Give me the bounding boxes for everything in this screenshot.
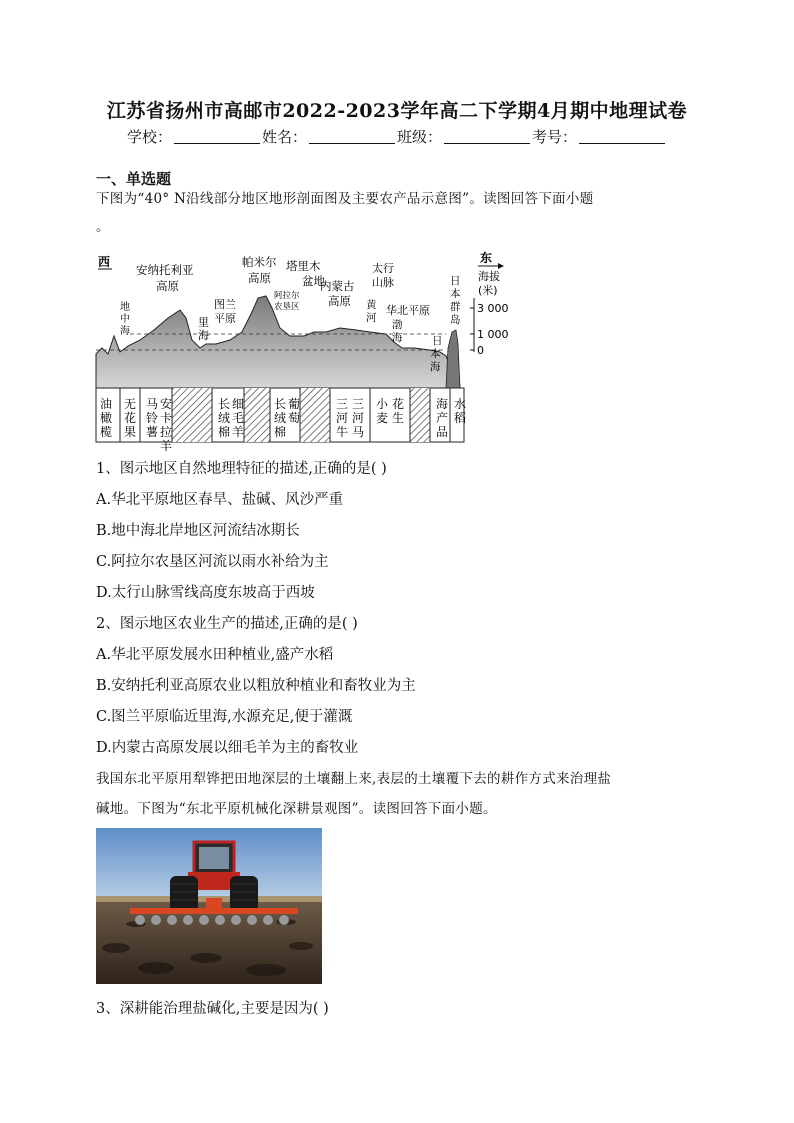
q1-option-b[interactable]: B.地中海北岸地区河流结冰期长 (96, 523, 300, 539)
intro-1-line-1: 下图为“40° N沿线部分地区地形剖面图及主要农产品示意图”。读图回答下面小题 (96, 191, 594, 207)
product-label: 马铃薯 (146, 397, 159, 439)
exam-no-label: 考号： (532, 128, 578, 146)
label-bohai: 渤海 (392, 319, 403, 344)
q2-option-d[interactable]: D.内蒙古高原发展以细毛羊为主的畜牧业 (96, 740, 359, 756)
west-label: 西 (98, 255, 111, 269)
altitude-3000: 3 000 (477, 302, 509, 315)
product-label: 小麦 (376, 397, 389, 425)
section-heading: 一、单选题 (96, 170, 172, 188)
altitude-1000: 1 000 (477, 328, 509, 341)
label-riben: 日本群岛 (450, 275, 461, 326)
label-lihai: 里海 (198, 316, 209, 342)
label-pamir-1: 帕米尔 (242, 255, 277, 269)
q1-option-d[interactable]: D.太行山脉雪线高度东坡高于西坡 (96, 585, 315, 601)
label-ribenhai: 日本海 (430, 335, 443, 373)
label-huanghe: 黄河 (366, 299, 377, 324)
east-label: 东 (480, 251, 493, 265)
label-dizhonghai: 地中海 (120, 302, 130, 337)
label-anatolia-2: 高原 (156, 279, 179, 293)
page-title: 江苏省扬州市高邮市2022-2023学年高二下学期4月期中地理试卷 (106, 100, 688, 122)
exam-no-blank[interactable] (579, 129, 665, 144)
label-neimenggu: 内蒙古高原 (320, 279, 355, 308)
product-label: 三河马 (352, 397, 365, 439)
label-taihang: 太行山脉 (372, 262, 394, 289)
class-blank[interactable] (444, 129, 530, 144)
product-label: 葡萄 (288, 397, 301, 425)
q2-option-b[interactable]: B.安纳托利亚高原农业以粗放种植业和畜牧业为主 (96, 678, 416, 694)
q2-stem: 2、图示地区农业生产的描述,正确的是( ) (96, 616, 358, 632)
label-anatolia-1: 安纳托利亚 (136, 263, 194, 277)
altitude-0: 0 (477, 344, 484, 357)
label-tulan: 图兰平原 (214, 298, 236, 325)
altitude-title-2: (米) (478, 284, 498, 297)
name-blank[interactable] (309, 129, 395, 144)
name-label: 姓名： (261, 128, 307, 146)
school-blank[interactable] (174, 129, 260, 144)
product-label: 长绒棉 (218, 397, 231, 439)
q1-option-a[interactable]: A.华北平原地区春旱、盐碱、风沙严重 (96, 492, 344, 508)
tractor-photo (96, 828, 322, 984)
product-label: 海产品 (436, 397, 449, 439)
japan-islands-east (446, 330, 460, 388)
product-label: 无花果 (124, 397, 137, 439)
intro-2-line-1: 我国东北平原用犁铧把田地深层的土壤翻上来,表层的土壤覆下去的耕作方式来治理盐 (96, 771, 612, 787)
product-label: 水稻 (454, 397, 467, 425)
q1-option-c[interactable]: C.阿拉尔农垦区河流以雨水补给为主 (96, 554, 329, 570)
class-label: 班级： (397, 128, 443, 146)
student-info (0, 126, 794, 147)
q3-stem: 3、深耕能治理盐碱化,主要是因为( ) (96, 1001, 329, 1017)
product-label: 细毛羊 (232, 397, 245, 439)
product-label: 安卡拉羊 (160, 397, 173, 453)
label-pamir-2: 高原 (248, 271, 271, 285)
terrain-profile-figure (94, 248, 509, 453)
product-label: 长绒棉 (274, 397, 287, 439)
intro-1-line-2: 。 (96, 219, 110, 235)
product-label: 花生 (392, 397, 405, 425)
product-label: 油橄榄 (100, 397, 113, 439)
altitude-title-1: 海拔 (478, 270, 500, 283)
label-alaer: 阿拉尔农垦区 (274, 291, 300, 312)
label-tarim: 塔里木盆地 (286, 259, 325, 288)
q1-stem: 1、图示地区自然地理特征的描述,正确的是( ) (96, 461, 387, 477)
q2-option-a[interactable]: A.华北平原发展水田种植业,盛产水稻 (96, 647, 334, 663)
school-label: 学校： (126, 128, 172, 146)
intro-2-line-2: 碱地。下图为“东北平原机械化深耕景观图”。读图回答下面小题。 (96, 801, 497, 817)
q2-option-c[interactable]: C.图兰平原临近里海,水源充足,便于灌溉 (96, 709, 353, 725)
product-label: 三河牛 (336, 397, 349, 439)
label-huabei: 华北平原 (386, 304, 430, 317)
